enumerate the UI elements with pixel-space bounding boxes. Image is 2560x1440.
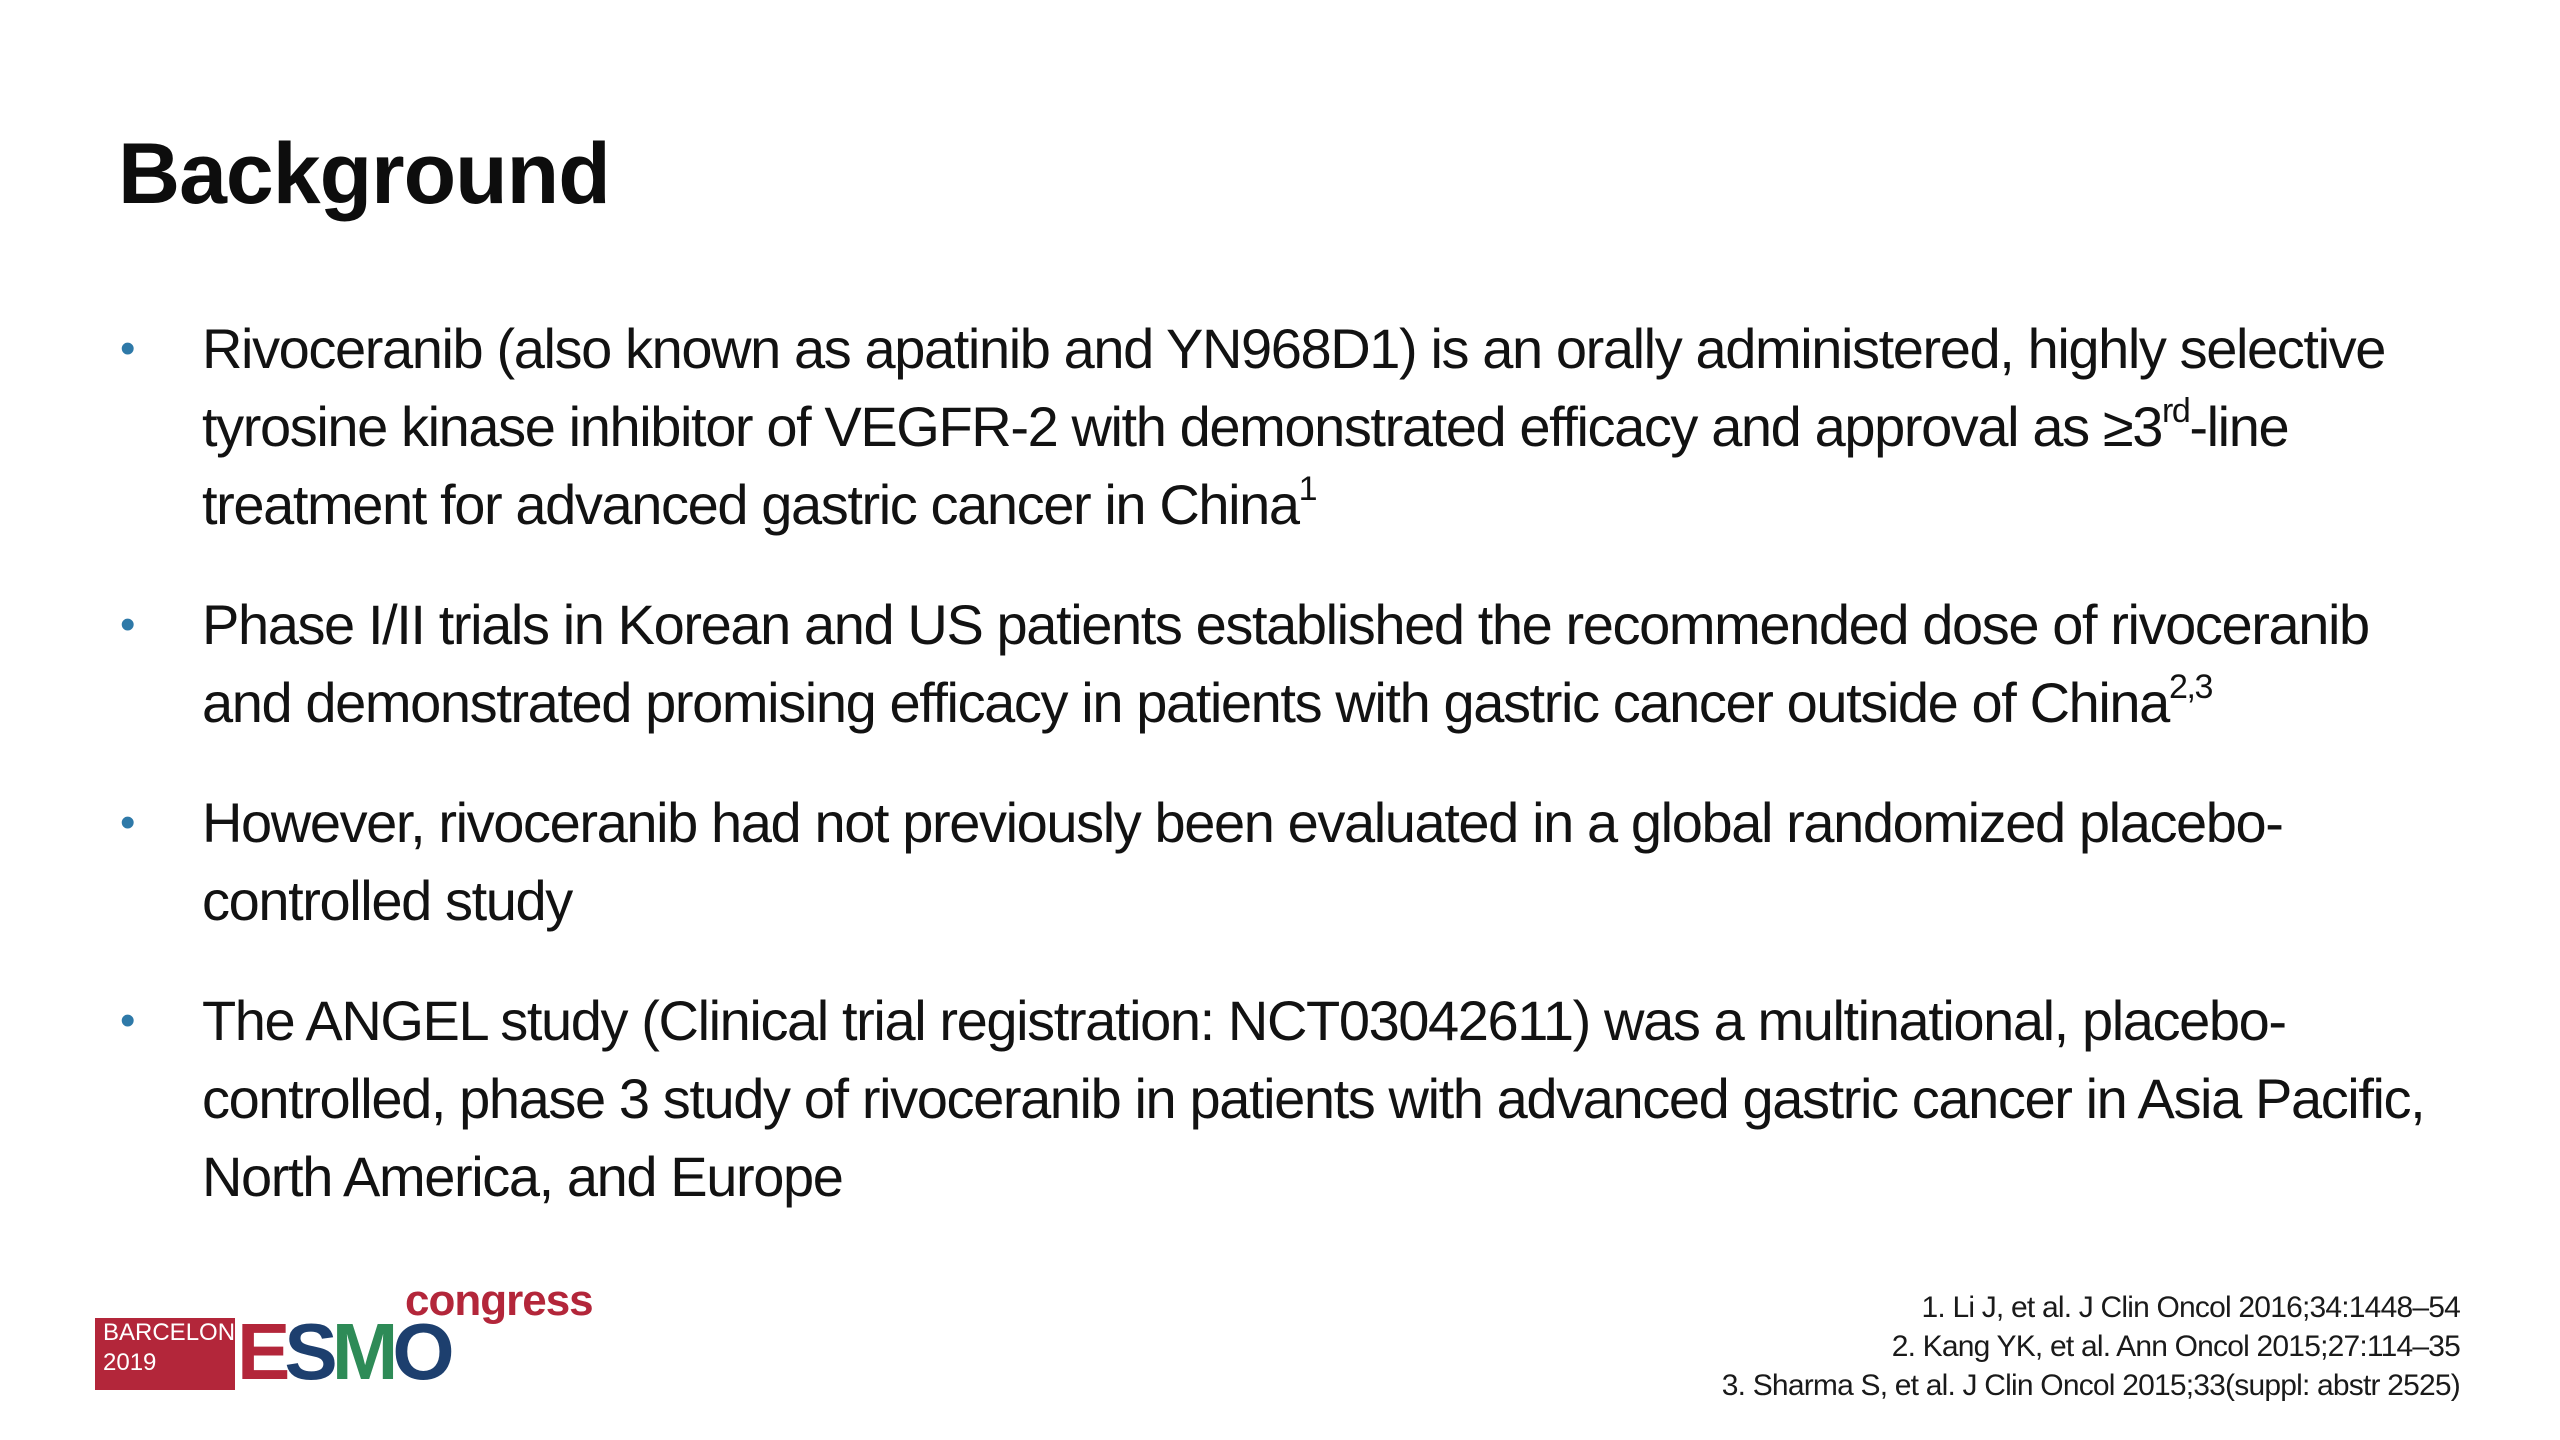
slide-title: Background: [118, 126, 610, 222]
logo-city-badge: [95, 1318, 252, 1390]
reference-superscript: 1: [1298, 470, 1317, 508]
logo-congress-text: congress: [405, 1276, 593, 1325]
logo-letter-e: E: [237, 1307, 285, 1396]
reference-item: 1. Li J, et al. J Clin Oncol 2016;34:1448–54: [1921, 1291, 2460, 1324]
bullet-text-part: The ANGEL study (Clinical trial registration: NCT03042611) was a multinational, placebo-controlled, phase 3 study of rivoceranib in patients with advanced gastric cancer in Asia Pacific, North America, and Europe: [202, 989, 2425, 1208]
logo-year: 2019: [103, 1349, 157, 1376]
bullet-dot-icon: •: [120, 798, 135, 847]
logo-letter-s: S: [284, 1307, 332, 1396]
bullet-dot-icon: •: [120, 324, 135, 373]
references-list: [1722, 1288, 2460, 1405]
logo-city-name: BARCELONA: [103, 1319, 252, 1346]
superscript: rd: [2161, 392, 2190, 430]
logo-letter-o: O: [392, 1307, 449, 1396]
bullet-text-part: -line treatment for advanced gastric cancer in China: [202, 395, 2289, 536]
bullet-item-angel-study: [118, 982, 2438, 1216]
bullet-text: [202, 989, 2424, 1208]
bullet-text: [202, 317, 2385, 536]
bullet-dot-icon: •: [120, 600, 135, 649]
bullet-list: [118, 310, 2438, 1258]
logo-letter-m: M: [331, 1307, 393, 1396]
reference-superscript: 2,3: [2168, 668, 2213, 706]
bullet-item-rivoceranib: [118, 310, 2438, 544]
esmo-congress-logo: [95, 1276, 593, 1400]
reference-item: 2. Kang YK, et al. Ann Oncol 2015;27:114–35: [1891, 1330, 2460, 1363]
bullet-text-part: However, rivoceranib had not previously been evaluated in a global randomized placebo-controlled study: [202, 791, 2283, 932]
bullet-item-phase-trials: [118, 586, 2438, 742]
bullet-dot-icon: •: [120, 996, 135, 1045]
bullet-item-not-evaluated: [118, 784, 2438, 940]
bullet-text: [202, 791, 2283, 932]
bullet-text-part: Phase I/II trials in Korean and US patients established the recommended dose of rivoceranib and demonstrated promising efficacy in patients with gastric cancer outside of China: [202, 593, 2369, 734]
reference-item: 3. Sharma S, et al. J Clin Oncol 2015;33(suppl: abstr 2525): [1721, 1369, 2460, 1402]
bullet-text: [202, 593, 2369, 734]
bullet-text-part: Rivoceranib (also known as apatinib and YN968D1) is an orally administered, highly selective tyrosine kinase inhibitor of VEGFR-2 with demonstrated efficacy and approval as ≥3: [202, 317, 2385, 458]
